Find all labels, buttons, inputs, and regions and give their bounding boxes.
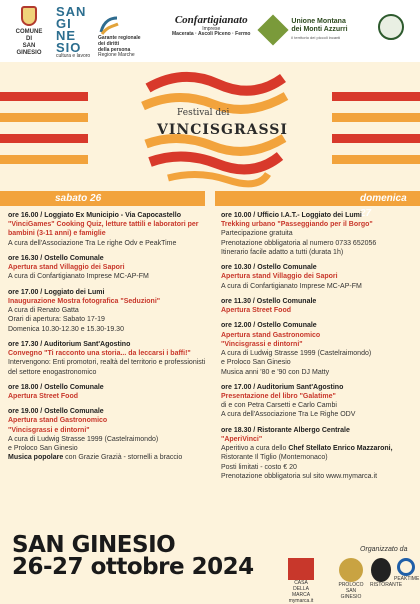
- event-headline: Trekking urbano "Passeggiando per il Borgo": [221, 221, 373, 229]
- event-line: A cura di Ludwig Strasse 1999 (Castelraimondo): [8, 435, 159, 443]
- event-line: Intervengono: Enti promotori, realtà del territorio e professionisti del settore enogastronomico: [8, 359, 206, 376]
- event-headline: Apertura stand Villaggio dei Sapori: [221, 273, 338, 281]
- organizer-logos: [286, 558, 420, 604]
- comune-label: COMUNE DI SAN GINESIO: [15, 29, 43, 56]
- confartigianato-sub: Imprese: [202, 25, 221, 32]
- org-url: mymarca.it: [288, 598, 314, 604]
- partner-seal-icon: [378, 14, 404, 40]
- stripes-left: [0, 92, 88, 176]
- peaktime-icon: [397, 558, 415, 576]
- event-headline: Apertura stand Villaggio dei Sapori: [8, 264, 125, 272]
- event-line: A cura di Ludwig Strasse 1999 (Castelraimondo): [221, 350, 372, 358]
- org-peak-name: PEAKTIME: [394, 576, 420, 582]
- event-headline: Apertura Street Food: [221, 307, 292, 315]
- event-headline: Convegno "Ti racconto una storia... da leccarsi i baffi!": [8, 350, 191, 358]
- saturday-events: [8, 211, 211, 469]
- confartigianato-name: Confartigianato: [174, 14, 248, 26]
- event-line: Prenotazione obbligatoria al numero 0733 652056: [221, 239, 377, 247]
- event-line: A cura di Renato Gatta: [8, 307, 79, 315]
- garante-text: Garante regionale dei diritti della persona: [98, 35, 141, 53]
- event-line: Orari di apertura: Sabato 17-19: [8, 316, 105, 324]
- partner-round-logo: [378, 14, 404, 40]
- sangi-logo: [56, 6, 90, 60]
- event-time-place: ore 18.30 / Ristorante Albergo Centrale: [221, 426, 350, 434]
- festival-title: VINCISGRASSI: [157, 122, 288, 138]
- stripe: [332, 134, 420, 143]
- event-line: Prenotazione obbligatoria sul sito www.mymarca.it: [221, 472, 378, 480]
- event-time-place: ore 11.30 / Ostello Comunale: [221, 297, 317, 305]
- footer-place: SAN GINESIO: [12, 532, 176, 558]
- sunday-events: [221, 211, 416, 487]
- confartigianato-logo: [172, 14, 250, 38]
- event-time-place: ore 19.00 / Ostello Comunale: [8, 408, 104, 416]
- event-line: Itinerario facile adatto a tutti (durata 1h): [221, 248, 344, 256]
- event-line-strong: Chef Stellato Enrico Mazzaroni,: [288, 445, 393, 453]
- header-logos: [0, 0, 420, 62]
- stripes-right: [332, 92, 420, 176]
- event-item: [221, 211, 416, 257]
- event-headline: "Vincisgrassi e dintorni": [8, 426, 90, 434]
- peaktime-logo: [394, 558, 418, 582]
- event-line: e Proloco San Ginesio: [8, 445, 78, 453]
- stripe: [0, 155, 88, 164]
- event-line: A cura dell'Associazione Tra Le righe Odv e PeakTime: [8, 239, 177, 247]
- footer-dates: 26-27 ottobre 2024: [12, 554, 254, 580]
- event-headline: Apertura stand Gastronomico: [221, 331, 321, 339]
- event-line: Musica anni '80 e '90 con DJ Matty: [221, 368, 330, 376]
- ristorante-logo: [370, 558, 403, 588]
- event-line: A cura di Confartigianato Imprese MC-AP-FM: [221, 282, 362, 290]
- unione-title: Unione Montana dei Monti Azzurri: [291, 18, 348, 34]
- org-casa-name: CASA DELLA MARCA: [291, 580, 311, 598]
- event-headline: Inaugurazione Mostra fotografica "Seduzioni": [8, 297, 161, 305]
- event-headline: Presentazione del libro "Galatime": [221, 392, 336, 400]
- comune-logo: [14, 6, 44, 57]
- event-line: Domenica 10.30-12.30 e 15.30-19.30: [8, 325, 124, 333]
- org-pro-name: PROLOCO SAN GINESIO: [338, 582, 364, 600]
- event-line: Partecipazione gratuita: [221, 230, 293, 238]
- sangi-letters-3: NE: [56, 28, 77, 43]
- event-time-place: ore 10.00 / Ufficio I.A.T.- Loggiato dei Lumi: [221, 212, 362, 219]
- event-item: [221, 383, 416, 420]
- stripe: [332, 155, 420, 164]
- event-headline: "Vincisgrassi e dintorni": [221, 340, 303, 348]
- event-time-place: ore 16.30 / Ostello Comunale: [8, 254, 104, 262]
- proloco-logo: [336, 558, 366, 600]
- unione-logo: [262, 18, 348, 42]
- event-line: A cura di Confartigianato Imprese MC-AP-FM: [8, 273, 149, 281]
- festival-small-title: Festival dei: [177, 108, 230, 118]
- sangi-letters-2: GI: [56, 16, 72, 31]
- event-item: [221, 263, 416, 291]
- sangi-sub: cultura e lavoro: [56, 53, 91, 59]
- casa-marca-logo: [286, 558, 316, 604]
- event-time-place: ore 17.00 / Auditorium Sant'Agostino: [221, 383, 344, 391]
- stripe: [332, 92, 420, 101]
- garante-swirl-icon: [98, 14, 120, 36]
- event-item: [8, 288, 211, 334]
- footer-title: [12, 534, 262, 578]
- sangi-letters-1: SAN: [56, 4, 87, 19]
- event-line: Musica popolare con Grazie Grazià - stornelli a braccio: [8, 454, 183, 462]
- event-line: e Proloco San Ginesio: [221, 359, 291, 367]
- event-time-place: ore 10.30 / Ostello Comunale: [221, 264, 317, 272]
- unione-sub: il territorio dei piccoli incanti: [291, 35, 341, 41]
- event-line: Aperitivo a cura dello Chef Stellato Enrico Mazzaroni, Ristorante Il Tiglio (Montemonaco): [221, 445, 393, 462]
- stripe: [0, 113, 88, 122]
- stripe: [332, 113, 420, 122]
- day-header-saturday: sabato 26: [0, 191, 205, 206]
- event-line: Posti limitati - costo € 20: [221, 463, 297, 471]
- event-headline: "VinciGames" Cooking Quiz, letture tattili e laboratori per bambini (3-11 anni) e famiglie: [8, 221, 199, 238]
- stripe: [0, 134, 88, 143]
- organized-by-label: Organizzato da: [360, 546, 408, 553]
- casa-marca-icon: [288, 558, 314, 580]
- comune-crest-icon: [21, 6, 37, 26]
- event-time-place: ore 17.30 / Auditorium Sant'Agostino: [8, 340, 131, 348]
- event-line: A cura dell'Associazione Tra Le Righe ODV: [221, 411, 356, 419]
- event-time-place: ore 18.00 / Ostello Comunale: [8, 383, 104, 391]
- event-headline: Apertura Street Food: [8, 392, 79, 400]
- event-item: [8, 211, 211, 248]
- event-line: di e con Petra Carsetti e Carlo Cambi: [221, 402, 337, 410]
- event-item: [8, 407, 211, 462]
- event-headline: "AperiVinci": [221, 435, 263, 443]
- event-headline: Apertura stand Gastronomico: [8, 417, 108, 425]
- event-item: [221, 426, 416, 481]
- event-item: [221, 297, 416, 315]
- day-header-sunday: domenica 27: [215, 191, 420, 206]
- garante-logo: [98, 14, 141, 59]
- event-item: [8, 340, 211, 377]
- org-ris-name: RISTORANTE: [370, 582, 403, 588]
- ristorante-icon: [371, 558, 391, 582]
- event-time-place: ore 16.00 / Loggiato Ex Municipio - Via Capocastello: [8, 212, 181, 219]
- unione-mark-icon: [257, 15, 288, 46]
- event-line-strong: Musica popolare: [8, 454, 64, 462]
- event-item: [8, 254, 211, 282]
- confartigianato-area: Macerata · Ascoli Piceno · Fermo: [172, 31, 251, 38]
- event-item: [8, 383, 211, 401]
- garante-sub: Regione Marche: [98, 52, 135, 59]
- stripe: [0, 92, 88, 101]
- sangi-letters-4: SIO: [56, 40, 82, 55]
- event-item: [221, 321, 416, 376]
- event-time-place: ore 12.00 / Ostello Comunale: [221, 322, 317, 330]
- proloco-icon: [339, 558, 363, 582]
- event-time-place: ore 17.00 / Loggiato dei Lumi: [8, 288, 105, 296]
